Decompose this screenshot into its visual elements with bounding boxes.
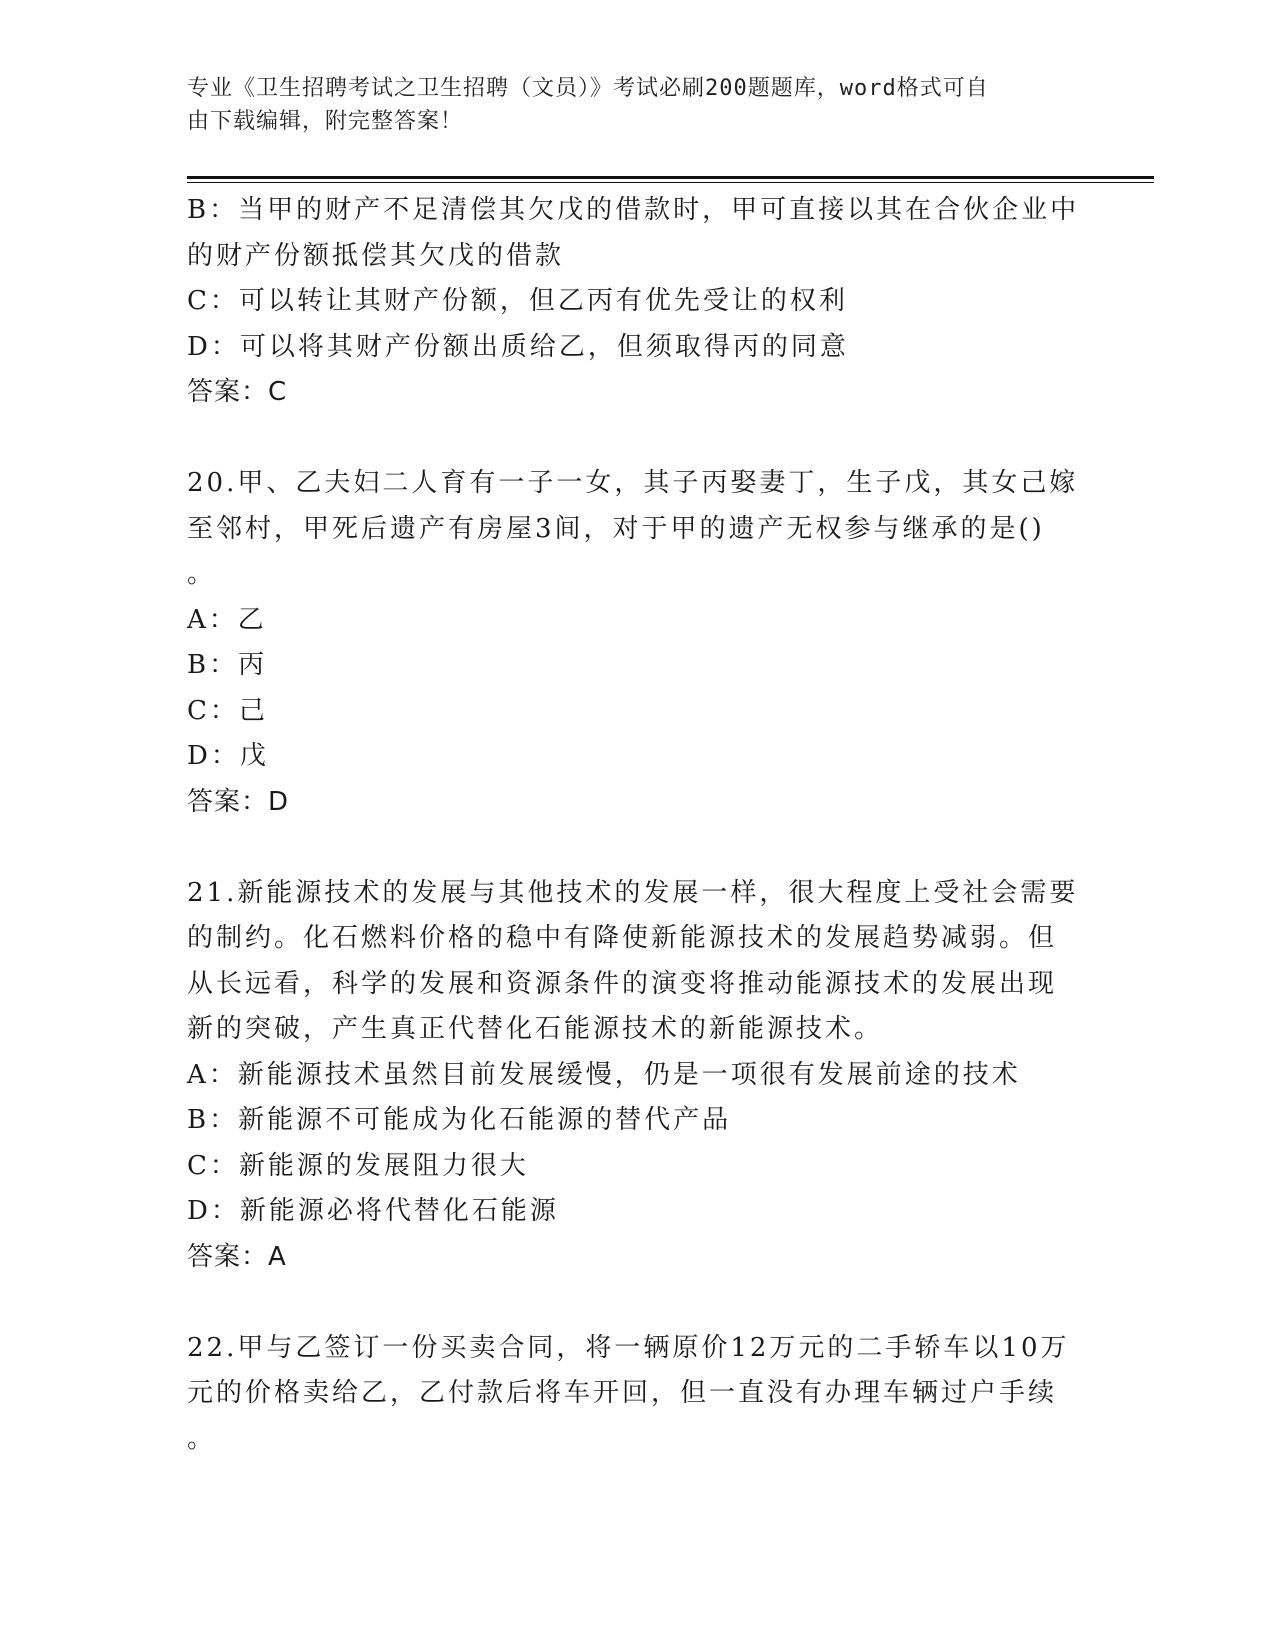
question-stem-line-3: 。 bbox=[187, 1423, 217, 1454]
option-b: B：新能源不可能成为化石能源的替代产品 bbox=[187, 1105, 732, 1135]
option-b-line-2: 的财产份额抵偿其欠戊的借款 bbox=[187, 240, 565, 271]
question-stem-line-1: 20.甲、乙夫妇二人育有一子一女，其子丙娶妻丁，生子戊，其女己嫁 bbox=[187, 468, 1079, 498]
document-body bbox=[187, 188, 1080, 1462]
option-c: C：新能源的发展阻力很大 bbox=[187, 1150, 529, 1181]
question-22 bbox=[187, 1326, 1070, 1463]
question-stem-line-1: 22.甲与乙签订一份买卖合同，将一辆原价12万元的二手轿车以10万 bbox=[187, 1332, 1070, 1363]
option-d: D：新能源必将代替化石能源 bbox=[187, 1196, 559, 1226]
option-d: D：可以将其财产份额出质给乙，但须取得丙的同意 bbox=[187, 331, 849, 362]
answer: 答案：D bbox=[187, 786, 290, 817]
header-rule-thin bbox=[187, 182, 1154, 183]
question-stem-line-3: 。 bbox=[187, 559, 217, 589]
question-stem-line-4: 新的突破，产生真正代替化石能源技术的新能源技术。 bbox=[187, 1014, 884, 1044]
spacer bbox=[187, 825, 1067, 871]
answer: 答案：A bbox=[187, 1241, 287, 1272]
question-stem-line-2: 元的价格卖给乙，乙付款后将车开回，但一直没有办理车辆过户手续 bbox=[187, 1378, 1058, 1408]
header-rule-thick bbox=[187, 176, 1154, 179]
option-b: B：丙 bbox=[187, 650, 268, 680]
question-20 bbox=[187, 461, 1079, 825]
question-stem-line-1: 21.新能源技术的发展与其他技术的发展一样，很大程度上受社会需要 bbox=[187, 877, 1079, 908]
question-19-continued bbox=[187, 188, 1080, 416]
option-c: C：己 bbox=[187, 695, 268, 726]
answer: 答案：C bbox=[187, 377, 288, 407]
header-line-1: 专业《卫生招聘考试之卫生招聘（文员）》考试必刷200题题库，word格式可自 bbox=[187, 76, 989, 101]
spacer bbox=[187, 416, 1067, 462]
option-b-line-1: B：当甲的财产不足清偿其欠戊的借款时，甲可直接以其在合伙企业中 bbox=[187, 195, 1080, 225]
question-stem-line-3: 从长远看，科学的发展和资源条件的演变将推动能源技术的发展出现 bbox=[187, 968, 1058, 999]
option-a: A：乙 bbox=[187, 604, 267, 635]
question-stem-line-2: 至邻村，甲死后遗产有房屋3间，对于甲的遗产无权参与继承的是() bbox=[187, 513, 1045, 544]
header-line-2: 由下载编辑，附完整答案！ bbox=[187, 109, 464, 134]
spacer bbox=[187, 1280, 1067, 1326]
question-21 bbox=[187, 871, 1079, 1281]
option-d: D：戊 bbox=[187, 741, 269, 771]
document-header bbox=[187, 72, 1067, 138]
option-a: A：新能源技术虽然目前发展缓慢，仍是一项很有发展前途的技术 bbox=[187, 1059, 1021, 1090]
option-c: C：可以转让其财产份额，但乙丙有优先受让的权利 bbox=[187, 286, 848, 316]
question-stem-line-2: 的制约。化石燃料价格的稳中有降使新能源技术的发展趋势减弱。但 bbox=[187, 923, 1058, 953]
